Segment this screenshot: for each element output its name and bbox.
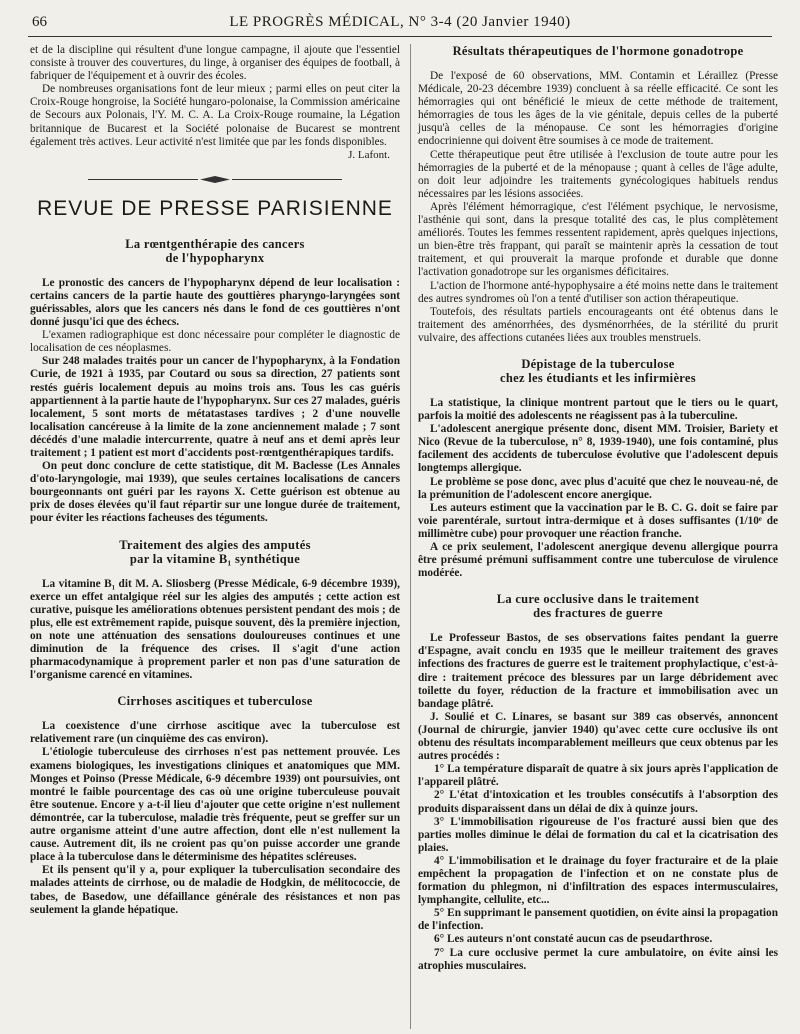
- list-item: 4° L'immobilisation et le drainage du foyer fracturaire et de la plaie empêchent la propagation de l'infection et on ne constate plus de formation du phlegmon, ni d'infiltration des espaces intermusculaires, lymphangite, cellulite, etc...: [418, 854, 778, 907]
- paragraph: On peut donc conclure de cette statistique, dit M. Baclesse (Les Annales d'oto-laryngologie, mai 1939), que seules certaines localisations de cancers bourgeonnants ont guéri par les rayons X. Cette guérison est obtenue au prix de doses élevées qu'il faut répartir sur une longue durée de traitement, pour éviter les réactions facheuses des téguments.: [30, 460, 400, 525]
- signature: J. Lafont.: [348, 148, 390, 161]
- list-item: 3° L'immobilisation rigoureuse de l'os fracturé aussi bien que des parties molles diminue le délai de formation du cal et la cicatrisation des plaies.: [418, 815, 778, 854]
- paragraph: La statistique, la clinique montrent partout que le tiers ou le quart, parfois la moitié des adolescents ne réagissent pas à la tuberculine.: [418, 396, 778, 423]
- list-item: 1° La température disparaît de quatre à six jours après l'application de l'appareil plâtré.: [418, 763, 778, 789]
- intro-paragraph-1: et de la discipline qui résultent d'une longue campagne, il ajoute que l'essentiel consiste à trouver des couvertures, du linge, à organiser des équipes de football, à fabriquer de l'équipement et à ouvrir des écoles.: [30, 44, 400, 83]
- right-column: [418, 44, 778, 973]
- ornament-diamond-icon: [200, 176, 230, 183]
- list-item: 2° L'état d'intoxication et les troubles consécutifs à l'absorption des produits disparaissent dans un délai de dix à quinze jours.: [418, 789, 778, 815]
- paragraph: Cette thérapeutique peut être utilisée à l'exclusion de toute autre pour les hémorragies de la puberté et de la ménopause ; quant à celles de l'âge adulte, on doit leur adjoindre les traitements gynécologiques habituels rendus nécessaires par les lésions associées.: [418, 148, 778, 200]
- section-title-fractures: La cure occlusive dans le traitement des fractures de guerre: [496, 592, 700, 621]
- section-title-tuberculose: Dépistage de la tuberculose chez les étudiants et les infirmières: [500, 356, 696, 385]
- intro-paragraph-2: De nombreuses organisations font de leur mieux ; parmi elles on peut citer la Croix-Rouge hongroise, la Société hungaro-polonaise, la Commission américaine de Secours aux Polonais, l'Y. M. C. A. La Croix-Rouge roumaine, la Légation britannique de Bucarest et la Société polonaise de Bucarest se montrent également très actives. Leur activité n'est limitée que par les fonds disponibles.: [30, 83, 400, 148]
- paragraph: Après l'élément hémorragique, c'est l'élément psychique, le nervosisme, l'asthénie qui sont, dans la presque totalité des cas, le plus complètement améliorés. Toutes les femmes ressentent rapidement, après quelques injections, un bien-être très frappant, qui paraît se maintenir après la cessation de tout traitement, et qui prouverait la marque profonde et durable que donne l'activation gonadotrope sur les organismes déficitaires.: [418, 200, 778, 279]
- page-header: [28, 10, 772, 37]
- page-number: 66: [32, 14, 47, 30]
- journal-title: LE PROGRÈS MÉDICAL, N° 3-4 (20 Janvier 1940): [229, 14, 571, 30]
- paragraph: Le problème se pose donc, avec plus d'acuité que chez le nouveau-né, de la prémunition de l'adolescent encore anergique.: [418, 475, 778, 501]
- left-column: [30, 44, 400, 917]
- paragraph: Toutefois, des résultats partiels encourageants ont été obtenus dans le traitement des aménorrhées, des dysménorrhées, de la stérilité du prurit vulvaire, des affections cutanées liées aux troubles menstruels.: [418, 305, 778, 344]
- paragraph: J. Soulié et C. Linares, se basant sur 389 cas observés, annoncent (Journal de chirurgie, janvier 1940) qu'avec cette cure occlusive ils ont obtenu des résultats incomparablement meilleurs que ceux obtenus par les autres procédés :: [418, 710, 778, 763]
- section-ornament: [30, 176, 400, 183]
- list-item: 6° Les auteurs n'ont constaté aucun cas de pseudarthrose.: [434, 933, 713, 946]
- paragraph: L'examen radiographique est donc nécessaire pour compléter le diagnostic de localisation de ces néoplasmes.: [30, 329, 400, 355]
- paragraph: Les auteurs estiment que la vaccination par le B. C. G. doit se faire par voie parentérale, surtout intra-dermique et à doses suffisantes (1/10ᵉ de millimètre cube) pour provoquer une réaction franche.: [418, 501, 778, 540]
- paragraph: De l'exposé de 60 observations, MM. Contamin et Léraillez (Presse Médicale, 20-23 décembre 1939) concluent à sa réelle efficacité. Ce sont les hémorragies qui ont bénéficié le mieux de cette méthode de traitement, hémorragies de tous les âges de la vie génitale, depuis celles de la puberté jusqu'à celles de la ménopause. Ce sont les hémorragies d'origine endocrinienne qui doivent être soumises à ce mode de traitement.: [418, 70, 778, 148]
- paragraph: A ce prix seulement, l'adolescent anergique devenu allergique pourra être présumé prémuni suffisamment contre une tuberculose de virulence modérée.: [418, 541, 778, 580]
- section-title-roentgen: La rœntgenthérapie des cancers de l'hypopharynx: [125, 236, 305, 265]
- column-divider: [410, 44, 411, 1029]
- list-item: 5° En supprimant le pansement quotidien, on évite ainsi la propagation de l'infection.: [418, 907, 778, 933]
- paragraph: Sur 248 malades traités pour un cancer de l'hypopharynx, à la Fondation Curie, de 1921 à 1935, par Coutard ou sous sa direction, 27 patients sont restés guéris localement depuis au moins trois ans. Tous les cas guéris appartiennent à la partie haute de l'hypopharynx. Sur ces 27 malades, guéris localement, 5 sont morts de métatastases tardives ; 2 d'une nouvelle localisation cancéreuse à la limite de la zone anciennement malade ; 7 sont décédés d'une maladie intercurrente, quatre à neuf ans et demi après leur traitement ; 1 patient est mort d'accidents post-rœntgenthérapiques tardifs.: [30, 355, 400, 459]
- section-title-cirrhoses: Cirrhoses ascitiques et tuberculose: [117, 694, 313, 709]
- section-title-gonadotrope: Résultats thérapeutiques de l'hormone gonadotrope: [452, 44, 744, 58]
- paragraph: Le Professeur Bastos, de ses observations faites pendant la guerre d'Espagne, avait conclu en 1935 que le meilleur traitement des graves infections des fractures de guerre est le traitement prophylactique, c'est-à-dire : traitement précoce des blessures par un large débridement avec toilette du foyer, réduction de la fracture et immobilisation avec un bandage plâtré.: [418, 632, 778, 710]
- paragraph: L'étiologie tuberculeuse des cirrhoses n'est pas nettement prouvée. Les examens biologiques, les investigations cliniques et anatomiques que MM. Monges et Poinso (Presse Médicale, 6-9 décembre 1939) ont poursuivies, ont montré le faible pourcentage des cas où une origine tuberculeuse pouvait être soutenue. Encore y a-t-il lieu d'ajouter que cette origine n'est nullement démontrée, car la tuberculose, maladie très fréquente, peut se greffer sur un autre organisme atteint d'une autre affection, dont elle n'est nullement la cause. Autrement dit, ils ne croient pas qu'on puisse accorder une grande place à la tuberculose dans le déterminisme des hépatites scléreuses.: [30, 746, 400, 864]
- paragraph: L'adolescent anergique présente donc, disent MM. Troisier, Bariety et Nico (Revue de la tuberculose, n° 8, 1939-1940), une fois contaminé, plus facilement des accidents de tuberculose évolutive que l'adolescent depuis longtemps allergique.: [418, 423, 778, 475]
- paragraph: L'action de l'hormone anté-hypophysaire a été moins nette dans le traitement des autres syndromes où l'on a tenté d'utiliser son action thérapeutique.: [418, 279, 778, 305]
- paragraph: La coexistence d'une cirrhose ascitique avec la tuberculose est relativement rare (un cinquième des cas environ).: [30, 720, 400, 746]
- paragraph: Le pronostic des cancers de l'hypopharynx dépend de leur localisation : certains cancers de la partie haute des gouttières pharyngo-laryngées sont guérissables, alors que les cancers nés dans le fond de ces gouttières n'ont donné jusqu'ici que des échecs.: [30, 276, 400, 329]
- list-item: 7° La cure occlusive permet la cure ambulatoire, on évite ainsi les atrophies musculaires.: [418, 946, 778, 972]
- paragraph: La vitamine B₁ dit M. A. Sliosberg (Presse Médicale, 6-9 décembre 1939), exerce un effet antalgique réel sur les algies des amputés ; cette action est curative, puisque les améliorations obtenues persistent pendant des mois ; de plus, elle est extrêmement rapide, puisque souvent, dès la première injection, on note une atténuation des sensations douloureuses continues et une diminution de la fréquence des crises. Il s'agit d'une action pharmacodynamique à proprement parler et non pas d'une saturation de l'organisme carencé en vitamines.: [30, 577, 400, 682]
- paragraph: Et ils pensent qu'il y a, pour expliquer la tuberculisation secondaire des malades atteints de cirrhose, ou de maladie de Hodgkin, de mélitococcie, de tabes, de Basedow, une défaillance générale des résistances et non pas seulement la glande hépatique.: [30, 864, 400, 916]
- section-title-vitamine: Traitement des algies des amputés par la vitamine B₁ synthétique: [119, 537, 311, 566]
- revue-title: REVUE DE PRESSE PARISIENNE: [37, 196, 393, 220]
